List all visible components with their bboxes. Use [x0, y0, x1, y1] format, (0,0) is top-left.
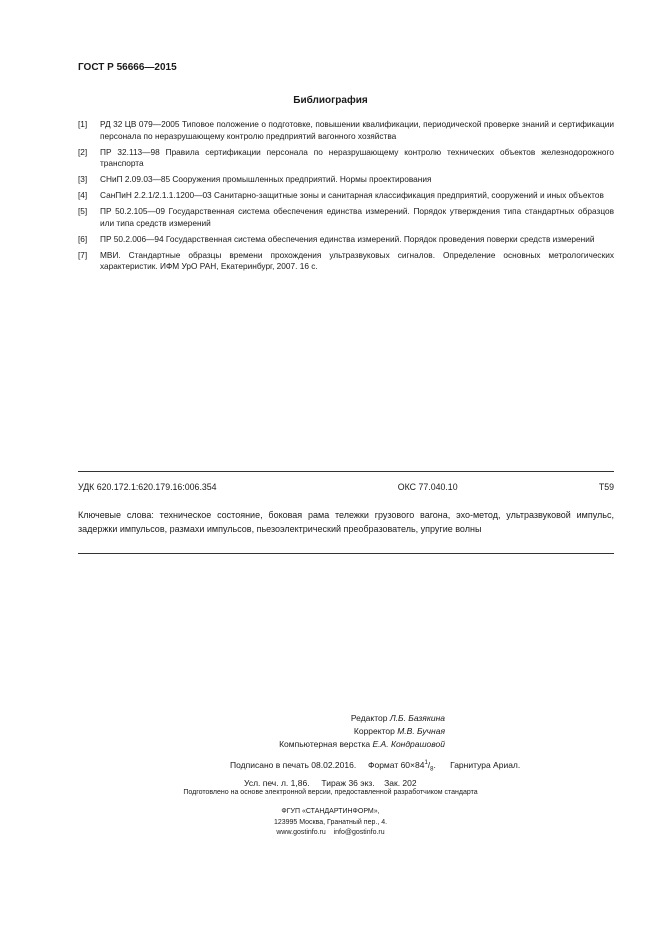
- publisher-block: [0, 807, 661, 839]
- oks-code: ОКС 77.040.10: [397, 482, 458, 492]
- editor-label: Редактор: [350, 713, 388, 723]
- publisher-email: info@gostinfo.ru: [333, 829, 385, 836]
- publisher-contacts: [0, 828, 661, 839]
- standard-header: ГОСТ Р 56666—2015: [78, 62, 177, 73]
- bibliography-item-number: [6]: [78, 233, 88, 244]
- bibliography-item-text: ПР 50.2.006—94 Государственная система обеспечения единства измерений. Порядок проведения поверки средств измерений: [100, 233, 595, 244]
- publication-info: [230, 757, 530, 790]
- bibliography-item-number: [5]: [78, 206, 88, 216]
- layout-label: Компьютерная верстка: [279, 739, 371, 749]
- bibliography-title: Библиография: [293, 95, 368, 106]
- publisher-website: www.gostinfo.ru: [276, 829, 326, 836]
- bibliography-item-number: [3]: [78, 174, 88, 184]
- publisher-name: ФГУП «СТАНДАРТИНФОРМ»,: [281, 808, 380, 815]
- classification-row: [78, 482, 614, 492]
- bibliography-item-text: МВИ. Стандартные образцы времени прохождения ультразвуковых сигналов. Определение основных метрологических характеристик. ИФМ УрО РАН, Екатеринбург, 2007. 16 с.: [100, 249, 614, 271]
- corrector-label: Корректор: [353, 726, 395, 736]
- signed-date: Подписано в печать 08.02.2016.: [230, 759, 357, 770]
- paper-format: Формат $60\times 84^1/_8$.: [368, 759, 436, 773]
- bibliography-item-number: [4]: [78, 190, 88, 200]
- classifier-code: Т59: [598, 482, 614, 492]
- editor-name: Л.Б. Базякина: [389, 713, 445, 723]
- corrector-name: М.В. Бучная: [397, 726, 445, 736]
- bibliography-item: [78, 174, 614, 186]
- editor-line: [200, 712, 445, 725]
- format-denominator: 8: [430, 766, 434, 773]
- bibliography-item-text: ПР 32.113—98 Правила сертификации персонала по неразрушающему контролю технических объектов железнодорожного транспорта: [100, 146, 614, 168]
- bibliography-list: [78, 119, 614, 277]
- bibliography-item-text: СНиП 2.09.03—85 Сооружения промышленных предприятий. Нормы проектирования: [100, 174, 432, 184]
- bibliography-item-number: [1]: [78, 119, 88, 129]
- divider-bottom: [78, 553, 614, 554]
- publisher-address: 123995 Москва, Гранатный пер., 4.: [273, 818, 388, 826]
- order-number: Зак. 202: [384, 777, 417, 788]
- bibliography-item-number: [2]: [78, 146, 88, 157]
- credits-block: [200, 712, 445, 751]
- publication-line-1: [230, 757, 530, 777]
- bibliography-item: [78, 119, 614, 142]
- bibliography-item-text: СанПиН 2.2.1/2.1.1.1200—03 Санитарно-защитные зоны и санитарная классификация предприятий, сооружений и иных объектов: [100, 190, 604, 200]
- format-prefix: Формат 60×84: [368, 759, 425, 770]
- preparation-note: Подготовлено на основе электронной версии, предоставленной разработчиком стандарта: [183, 789, 478, 796]
- bibliography-item: [78, 234, 614, 246]
- bibliography-item: [78, 250, 614, 273]
- format-numerator: 1: [424, 760, 428, 766]
- bibliography-item: [78, 147, 614, 170]
- layout-line: [200, 738, 445, 751]
- udk-code: УДК 620.172.1:620.179.16:006.354: [78, 482, 217, 492]
- format-suffix: .: [433, 759, 436, 770]
- bibliography-item: [78, 190, 614, 202]
- printed-sheets: Усл. печ. л. 1,86.: [244, 777, 310, 788]
- print-run: Тираж 36 экз.: [321, 777, 375, 788]
- bibliography-item: [78, 206, 614, 229]
- divider-top: [78, 471, 614, 472]
- bibliography-item-text: РД 32 ЦВ 079—2005 Типовое положение о подготовке, повышении квалификации, периодической проверке знаний и сертификации персонала по неразрушающему контролю предприятий вагонного хозяйства: [100, 119, 614, 141]
- keywords-paragraph: Ключевые слова: техническое состояние, боковая рама тележки грузового вагона, эхо-метод, ультразвуковой импульс, задержки импульсов, размахи импульсов, пьезоэлектрический преобразователь, упругие волны: [78, 510, 614, 534]
- bibliography-item-text: ПР 50.2.105—09 Государственная система обеспечения единства измерений. Порядок утверждения типа стандартных образцов или типа средств измерений: [100, 206, 614, 228]
- publication-line-2: [230, 777, 530, 790]
- typeface: Гарнитура Ариал.: [450, 759, 521, 770]
- layout-name: Е.А. Кондрашовой: [372, 739, 445, 749]
- corrector-line: [200, 725, 445, 738]
- bibliography-item-number: [7]: [78, 249, 88, 260]
